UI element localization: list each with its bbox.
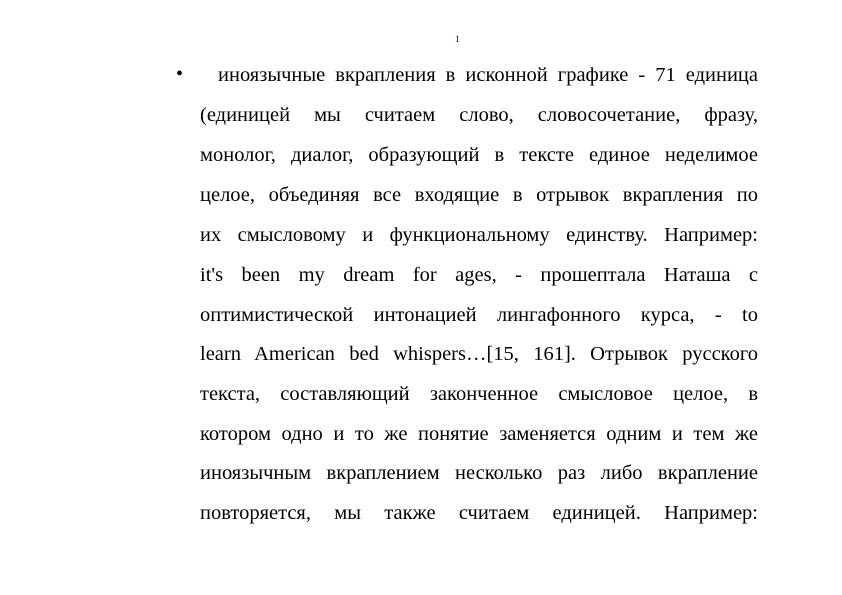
text-line-5: их смысловому и функциональному единству. Например:: [200, 224, 758, 246]
text-line-1: иноязычные вкрапления в исконной графике - 71 единица: [218, 64, 758, 86]
text-line-7: оптимистической интонацией лингафонного курса, - to: [200, 304, 758, 326]
text-line-8: learn American bed whispers…[15, 161]. Отрывок русского: [200, 343, 758, 365]
text-line-3: монолог, диалог, образующий в тексте единое неделимое: [200, 144, 758, 166]
text-line-11: иноязычным вкраплением несколько раз либо вкрапление: [200, 462, 758, 484]
bullet-marker: •: [176, 63, 184, 85]
text-line-9: текста, составляющий законченное смысловое целое, в: [200, 383, 758, 405]
text-line-12: повторяется, мы также считаем единицей. Например:: [200, 502, 758, 524]
text-line-6: it's been my dream for ages, - прошептала Наташа с: [200, 264, 758, 286]
page-number: 1: [455, 34, 460, 44]
text-line-4: целое, объединяя все входящие в отрывок вкрапления по: [200, 184, 758, 206]
text-line-10: котором одно и то же понятие заменяется одним и тем же: [200, 423, 758, 445]
text-line-2: (единицей мы считаем слово, словосочетание, фразу,: [200, 104, 758, 126]
